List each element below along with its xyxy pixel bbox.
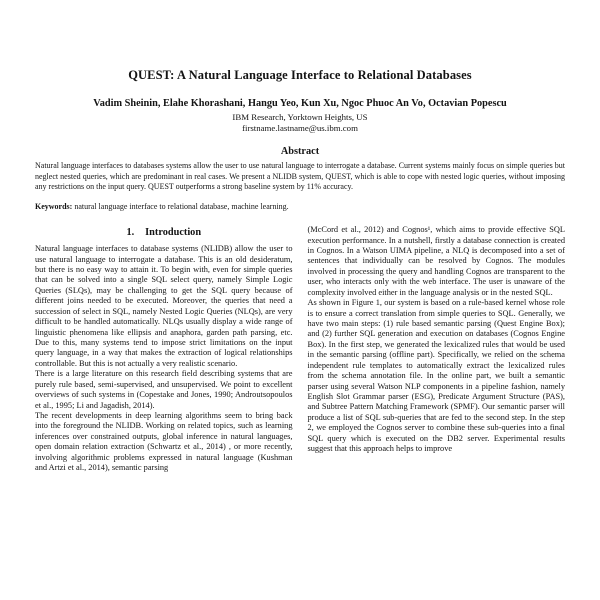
keywords-text: natural language interface to relational database, machine learning.: [72, 201, 289, 211]
section-heading-introduction: [35, 227, 293, 238]
body-paragraph: Natural language interfaces to database systems (NLIDB) allow the user to use natural language to interrogate a database. This is an old desideratum, but there is no easy way to attain it. To begin with, even for simple queries that can be solved into a single SQL select query, namely Simple Logic Queries (SLQs), may be challenging to get the SQL query because of different joins needed to be executed. Moreover, the queries that need a succession of select in SQL, namely Nested Logic Queries (NLQs), are very difficult to be handled automatically. NLQs usually display a wide range of linguistic phenomena like ellipsis and anaphora, garden path parsing, etc. Due to this, many systems tend to impose strict limitations on the input query language, in a way that makes the extraction of logical relationships controllable. But this is not actually a very realistic scenario.: [35, 244, 293, 368]
paper-email: firstname.lastname@us.ibm.com: [242, 123, 358, 133]
two-column-body: [35, 225, 565, 473]
body-paragraph: As shown in Figure 1, our system is based on a rule-based kernel whose role is to ensure a correct translation from simple queries to SQL. Generally, we have two main steps: (1) rule based semantic parsing (Quest Engine Box); and (2) further SQL generation and execution on databases (Cognos Engine Box). In the first step, we generated the lexicalized rules that would be used in the semantic parsing (offline part). Specifically, we relied on the schema independent rule templates to automatically extract the lexicalized rules from the schema annotation file. In the online part, we built a semantic parser using several Watson NLP components in a pipeline fashion, namely English Slot Grammar parser (ESG), Predicate Argument Structure (PAS), and Subtree Pattern Matching Framework (SPMF). Our semantic parser will produce a list of SQL sub-queries that are fed to the second step. In the step 2, we employed the Cognos server to combine these sub-queries into a final SQL query which is executed on the DB2 server. Experimental results suggest that this approach helps to improve: [307, 298, 565, 454]
right-column: [308, 225, 566, 473]
keywords-line: [35, 202, 565, 213]
abstract-text: Natural language interfaces to databases systems allow the user to use natural language to interrogate a database. Current systems mainly focus on simple queries but neglect nested queries, which are predominant in real cases. We present a NLIDB system, QUEST, which is able to cope with nested logic queries, without imposing any restrictions on the input query. QUEST outperforms a strong baseline system by 11% accuracy.: [35, 161, 565, 192]
keywords-label: Keywords:: [35, 201, 73, 211]
body-paragraph: The recent developments in deep learning algorithms seem to bring back into the foreground the NLIDB. Working on related topics, such as learning inferences over constrained outputs, global inference in natural languages, open domain relation extraction (Schwartz et al., 2014) , or more recently, involving algorithmic problems expressed in natural language (Kushman and Artzi et al., 2014), semantic parsing: [35, 410, 293, 473]
body-paragraph: (McCord et al., 2012) and Cognos¹, which aims to provide effective SQL execution performance. In a nutshell, firstly a database connection is created in Cognos. In a Watson UIMA pipeline, a NLQ is decomposed into a set of sentences that individually can be resolved by Cognos. The modules involved in processing the query and handling Cognos are transparent to the user, who interacts only with the web interface. The user is unaware of the complexity involved either in the language analysis or in the nested SQL.: [307, 225, 565, 297]
left-column: [35, 225, 293, 473]
section-number: 1.: [126, 227, 135, 239]
paper-affiliation: IBM Research, Yorktown Heights, US: [232, 112, 368, 122]
paper-authors: Vadim Sheinin, Elahe Khorashani, Hangu Yeo, Kun Xu, Ngoc Phuoc An Vo, Octavian Popescu: [93, 98, 507, 109]
paper-title: QUEST: A Natural Language Interface to Relational Databases: [128, 68, 472, 82]
body-paragraph: There is a large literature on this research field describing systems that are purely rule based, semi-supervised, and unsupervised. We point to excellent overviews of such systems in (Copestake and Jones, 1990; Androutsopoulos et al., 1995; Li and Jagadish, 2014).: [35, 369, 293, 410]
abstract-heading: Abstract: [280, 146, 320, 157]
section-title: Introduction: [145, 227, 202, 239]
